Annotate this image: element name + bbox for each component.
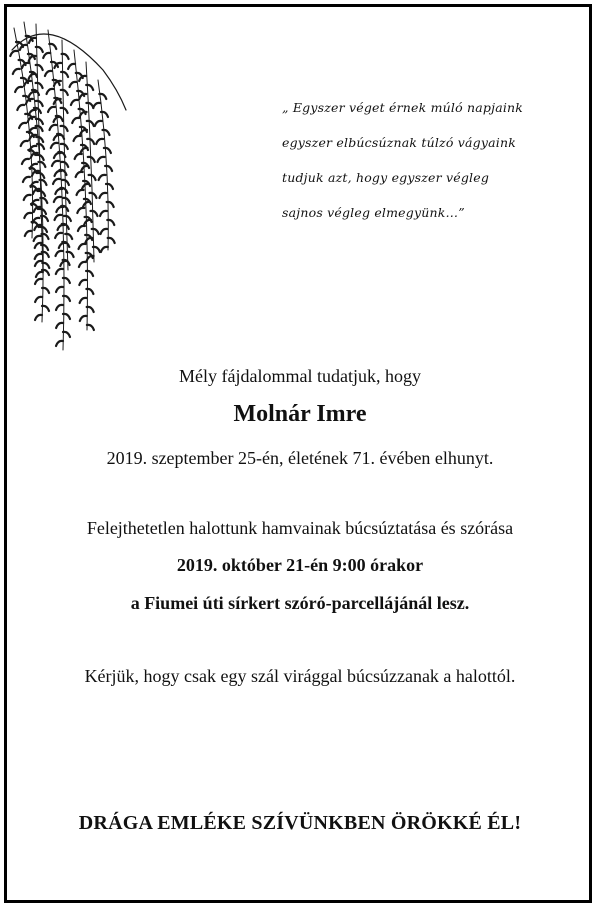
poem-quote <box>282 90 572 230</box>
ceremony-text: Felejthetetlen halottunk hamvainak búcsúztatása és szórása <box>86 518 514 538</box>
quote-line: tudjuk azt, hogy egyszer végleg <box>282 170 490 185</box>
ceremony-date: 2019. október 21-én 9:00 órakor <box>176 555 424 575</box>
flower-request: Kérjük, hogy csak egy szál virággal búcsúzzanak a halottól. <box>84 666 516 686</box>
quote-line: „ Egyszer véget érnek múló napjaink <box>282 100 524 115</box>
intro-text: Mély fájdalommal tudatjuk, hogy <box>179 366 421 386</box>
willow-branches-icon <box>8 10 158 370</box>
quote-line: egyszer elbúcsúznak túlzó vágyaink <box>282 135 516 150</box>
memorial-motto: DRÁGA EMLÉKE SZÍVÜNKBEN ÖRÖKKÉ ÉL! <box>78 812 522 834</box>
death-info: 2019. szeptember 25-én, életének 71. évében elhunyt. <box>106 448 494 468</box>
quote-line: sajnos végleg elmegyünk…” <box>282 205 465 220</box>
deceased-name: Molnár Imre <box>233 401 367 427</box>
ceremony-place: a Fiumei úti sírkert szóró-parcellájánál lesz. <box>130 593 470 613</box>
